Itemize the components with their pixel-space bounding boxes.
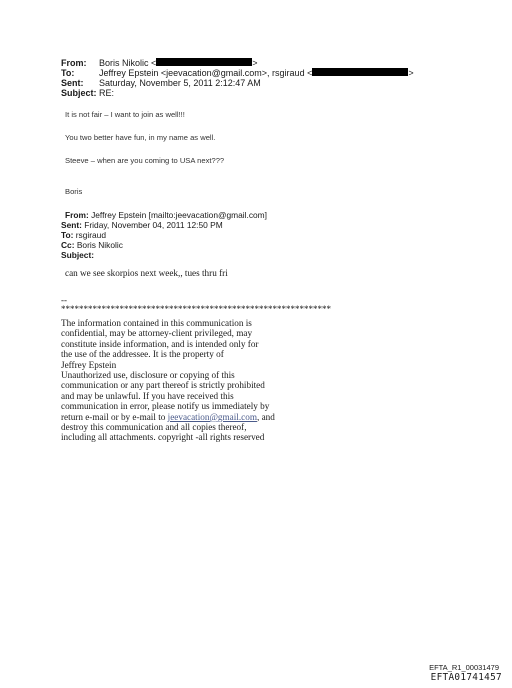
disclaimer-line: constitute inside information, and is intended only for	[61, 338, 259, 349]
redaction-bar	[312, 68, 408, 76]
to-value: Jeffrey Epstein <jeevacation@gmail.com>, rsgiraud <	[99, 68, 313, 78]
sent-row	[61, 78, 414, 88]
body-line: You two better have fun, in my name as well.	[65, 133, 216, 142]
email-link[interactable]: jeevacation@gmail.com	[167, 411, 257, 422]
disclaimer-line: confidential, may be attorney-client privileged, may	[61, 328, 253, 339]
subject-value: RE:	[99, 88, 115, 98]
quoted-cc-label: Cc:	[61, 240, 75, 250]
from-close: >	[252, 58, 258, 68]
separator-stars: ************************************************************	[61, 304, 331, 314]
disclaimer-line: Jeffrey Epstein	[61, 359, 117, 370]
subject-label: Subject:	[61, 88, 97, 98]
quoted-cc-value: Boris Nikolic	[76, 240, 123, 250]
quoted-to-row	[61, 230, 267, 240]
from-row	[61, 58, 414, 68]
disclaimer-text: , and	[256, 411, 275, 422]
disclaimer-line: including all attachments. copyright -all rights reserved	[61, 432, 265, 443]
from-value: Boris Nikolic <	[99, 58, 157, 68]
to-row	[61, 68, 414, 78]
redaction-bar	[156, 58, 252, 66]
sent-value: Saturday, November 5, 2011 2:12:47 AM	[99, 78, 261, 88]
quoted-message: can we see skorpios next week,, tues thru fri	[65, 268, 228, 278]
email-header	[61, 58, 414, 98]
disclaimer-text: return e-mail or by e-mail to	[61, 411, 168, 422]
disclaimer-line: Unauthorized use, disclosure or copying of this	[61, 370, 235, 381]
signature: Boris	[65, 187, 83, 196]
quoted-to-value: rsgiraud	[75, 230, 106, 240]
quoted-from-row	[61, 210, 267, 220]
quoted-from-label: From:	[65, 210, 89, 220]
quoted-sent-value: Friday, November 04, 2011 12:50 PM	[84, 220, 223, 230]
quoted-header	[61, 210, 267, 260]
disclaimer-line: destroy this communication and all copies thereof,	[61, 422, 247, 433]
disclaimer-line: the use of the addressee. It is the property of	[61, 349, 224, 360]
quoted-cc-row	[61, 240, 267, 250]
quoted-subject-label: Subject:	[61, 250, 95, 260]
bates-number: EFTA01741457	[430, 672, 502, 683]
disclaimer	[61, 318, 275, 443]
quoted-sent-row	[61, 220, 267, 230]
disclaimer-line: communication or any part thereof is strictly prohibited	[61, 380, 265, 391]
from-label: From:	[61, 58, 87, 68]
body-line: It is not fair – I want to join as well!!!	[65, 110, 185, 119]
sent-label: Sent:	[61, 78, 84, 88]
subject-row	[61, 88, 414, 98]
to-label: To:	[61, 68, 75, 78]
disclaimer-line	[61, 412, 275, 422]
quoted-subject-row	[61, 250, 267, 260]
separator-dash: --	[61, 295, 67, 305]
disclaimer-line: and may be unlawful. If you have received this	[61, 390, 234, 401]
quoted-to-label: To:	[61, 230, 74, 240]
to-close: >	[408, 68, 414, 78]
quoted-from-value: Jeffrey Epstein [mailto:jeevacation@gmail.com]	[91, 210, 267, 220]
disclaimer-line: communication in error, please notify us immediately by	[61, 401, 270, 412]
body-line: Steeve – when are you coming to USA next???	[65, 156, 225, 165]
quoted-sent-label: Sent:	[61, 220, 82, 230]
disclaimer-line: The information contained in this communication is	[61, 318, 252, 328]
document-id: EFTA_R1_00031479	[429, 663, 499, 672]
